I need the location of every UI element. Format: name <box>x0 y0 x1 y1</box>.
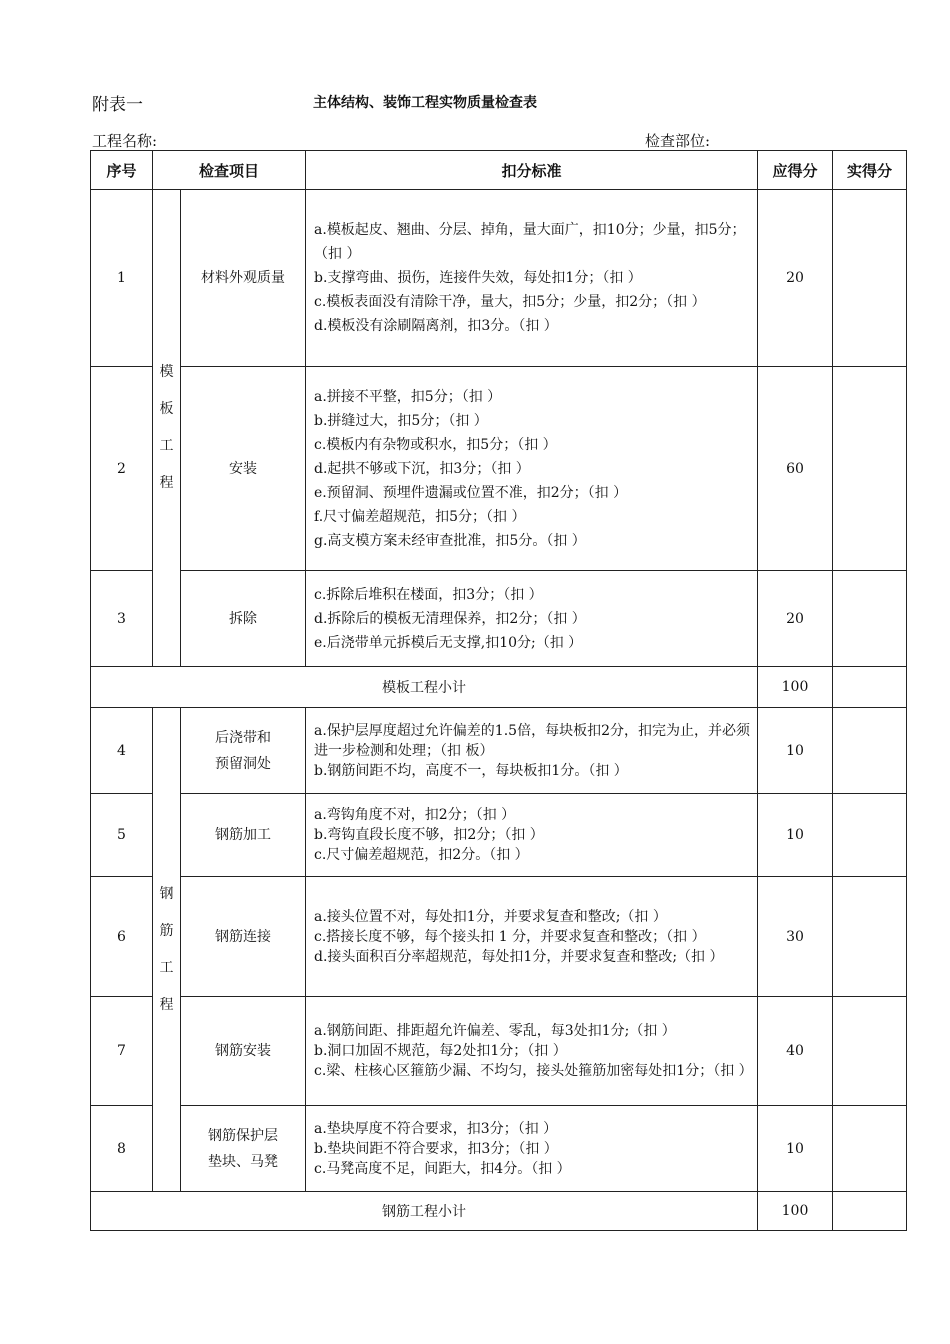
project-name-label: 工程名称: <box>92 132 158 150</box>
actual-score-input[interactable] <box>833 877 907 997</box>
category-char: 筋 <box>159 922 174 939</box>
expected-score: 60 <box>758 367 833 571</box>
expected-score: 10 <box>758 794 833 877</box>
page-title: 主体结构、装饰工程实物质量检查表 <box>313 95 537 111</box>
check-item-line: 后浇带和 <box>215 729 271 746</box>
table-row <box>91 794 907 877</box>
criteria-line: b.拼缝过大，扣5分；（扣 ） <box>314 412 488 429</box>
check-item: 安装 <box>181 367 306 571</box>
subtotal-label: 模板工程小计 <box>91 667 758 708</box>
criteria-line: b.支撑弯曲、损伤，连接件失效，每处扣1分；（扣 ） <box>314 270 642 286</box>
expected-score: 10 <box>758 708 833 794</box>
criteria-cell <box>306 877 758 997</box>
table-header-row <box>91 151 907 190</box>
criteria-line: e.预留洞、预埋件遗漏或位置不准，扣2分；（扣 ） <box>314 484 628 501</box>
inspection-part-label: 检查部位: <box>645 132 711 150</box>
table-row <box>91 997 907 1106</box>
criteria-cell <box>306 997 758 1106</box>
row-number: 7 <box>91 997 153 1106</box>
criteria-line: b.弯钩直段长度不够，扣2分；（扣 ） <box>314 827 544 843</box>
check-item: 材料外观质量 <box>181 190 306 367</box>
actual-score-input[interactable] <box>833 1106 907 1192</box>
actual-score-input[interactable] <box>833 367 907 571</box>
table-row <box>91 708 907 794</box>
criteria-cell <box>306 1106 758 1192</box>
criteria-line: d.起拱不够或下沉，扣3分；（扣 ） <box>314 460 530 477</box>
subtotal-row <box>91 667 907 708</box>
subtotal-score: 100 <box>758 667 833 708</box>
column-header-expected-score: 应得分 <box>758 151 833 190</box>
check-item-line: 钢筋保护层 <box>208 1127 278 1144</box>
category-char: 工 <box>159 959 174 976</box>
criteria-line: b.垫块间距不符合要求，扣3分；（扣 ） <box>314 1140 558 1157</box>
expected-score: 30 <box>758 877 833 997</box>
actual-score-input[interactable] <box>833 997 907 1106</box>
expected-score: 10 <box>758 1106 833 1192</box>
category-char: 模 <box>159 364 174 380</box>
criteria-line: a.保护层厚度超过允许偏差的1.5倍，每块板扣2分，扣完为止，并必须进一步检测和处理；（扣 板） <box>314 722 750 759</box>
criteria-cell <box>306 571 758 667</box>
criteria-cell <box>306 367 758 571</box>
criteria-line: a.弯钩角度不对，扣2分；（扣 ） <box>314 807 516 823</box>
column-header-actual-score: 实得分 <box>833 151 907 190</box>
criteria-line: c.模板表面没有清除干净，量大，扣5分；少量，扣2分；（扣 ） <box>314 294 706 310</box>
criteria-line: c.尺寸偏差超规范，扣2分。（扣 ） <box>314 847 529 863</box>
category-rebar <box>153 708 181 1192</box>
criteria-cell <box>306 708 758 794</box>
criteria-line: b.钢筋间距不均，高度不一，每块板扣1分。（扣 ） <box>314 762 628 779</box>
criteria-line: e.后浇带单元拆模后无支撑,扣10分;（扣 ） <box>314 634 583 651</box>
row-number: 6 <box>91 877 153 997</box>
row-number: 2 <box>91 367 153 571</box>
check-item <box>181 708 306 794</box>
check-item-line: 垫块、马凳 <box>208 1153 278 1170</box>
row-number: 4 <box>91 708 153 794</box>
criteria-line: d.模板没有涂刷隔离剂，扣3分。（扣 ） <box>314 318 558 334</box>
table-row <box>91 1106 907 1192</box>
criteria-line: a.拼接不平整，扣5分；（扣 ） <box>314 388 502 405</box>
row-number: 8 <box>91 1106 153 1192</box>
category-char: 工 <box>159 438 174 454</box>
criteria-line: d.拆除后的模板无清理保养，扣2分；（扣 ） <box>314 610 586 627</box>
category-char: 板 <box>159 401 174 417</box>
check-item: 拆除 <box>181 571 306 667</box>
expected-score: 20 <box>758 571 833 667</box>
criteria-cell <box>306 794 758 877</box>
actual-score-input[interactable] <box>833 794 907 877</box>
table-row <box>91 190 907 367</box>
actual-score-input[interactable] <box>833 571 907 667</box>
row-number: 5 <box>91 794 153 877</box>
criteria-line: c.搭接长度不够，每个接头扣 1 分，并要求复查和整改；（扣 ） <box>314 928 706 945</box>
category-char: 程 <box>159 475 174 491</box>
table-row <box>91 571 907 667</box>
table-row <box>91 367 907 571</box>
criteria-line: c.马凳高度不足，间距大，扣4分。（扣 ） <box>314 1160 571 1177</box>
criteria-line: a.模板起皮、翘曲、分层、掉角，量大面广，扣10分；少量，扣5分；（扣 ） <box>314 222 746 262</box>
criteria-line: a.接头位置不对，每处扣1分，并要求复查和整改;（扣 ） <box>314 908 667 925</box>
expected-score: 40 <box>758 997 833 1106</box>
category-char: 程 <box>159 996 174 1013</box>
criteria-cell <box>306 190 758 367</box>
column-header-no: 序号 <box>91 151 153 190</box>
subtotal-row <box>91 1192 907 1231</box>
category-char: 钢 <box>159 885 174 902</box>
check-item: 钢筋加工 <box>181 794 306 877</box>
actual-score-input[interactable] <box>833 667 907 708</box>
table-row <box>91 877 907 997</box>
column-header-item: 检查项目 <box>153 151 306 190</box>
check-item: 钢筋安装 <box>181 997 306 1106</box>
row-number: 1 <box>91 190 153 367</box>
criteria-line: a.垫块厚度不符合要求，扣3分；（扣 ） <box>314 1120 558 1137</box>
category-formwork <box>153 190 181 667</box>
subtotal-score: 100 <box>758 1192 833 1231</box>
criteria-line: c.梁、柱核心区箍筋少漏、不均匀，接头处箍筋加密每处扣1分；（扣 ） <box>314 1063 753 1079</box>
expected-score: 20 <box>758 190 833 367</box>
criteria-line: c.模板内有杂物或积水，扣5分；（扣 ） <box>314 436 557 453</box>
subtotal-label: 钢筋工程小计 <box>91 1192 758 1231</box>
actual-score-input[interactable] <box>833 1192 907 1231</box>
column-header-criteria: 扣分标准 <box>306 151 758 190</box>
criteria-line: d.接头面积百分率超规范，每处扣1分，并要求复查和整改;（扣 ） <box>314 948 724 965</box>
criteria-line: f.尺寸偏差超规范，扣5分；（扣 ） <box>314 508 526 525</box>
check-item <box>181 1106 306 1192</box>
criteria-line: c.拆除后堆积在楼面，扣3分；（扣 ） <box>314 586 543 603</box>
appendix-label: 附表一 <box>92 95 143 115</box>
row-number: 3 <box>91 571 153 667</box>
check-item-line: 预留洞处 <box>215 755 271 772</box>
inspection-table <box>90 150 907 1231</box>
criteria-line: g.高支模方案未经审查批准，扣5分。（扣 ） <box>314 532 586 549</box>
actual-score-input[interactable] <box>833 708 907 794</box>
check-item: 钢筋连接 <box>181 877 306 997</box>
actual-score-input[interactable] <box>833 190 907 367</box>
criteria-line: b.洞口加固不规范，每2处扣1分；（扣 ） <box>314 1043 567 1059</box>
criteria-line: a.钢筋间距、排距超允许偏差、零乱，每3处扣1分;（扣 ） <box>314 1023 676 1039</box>
